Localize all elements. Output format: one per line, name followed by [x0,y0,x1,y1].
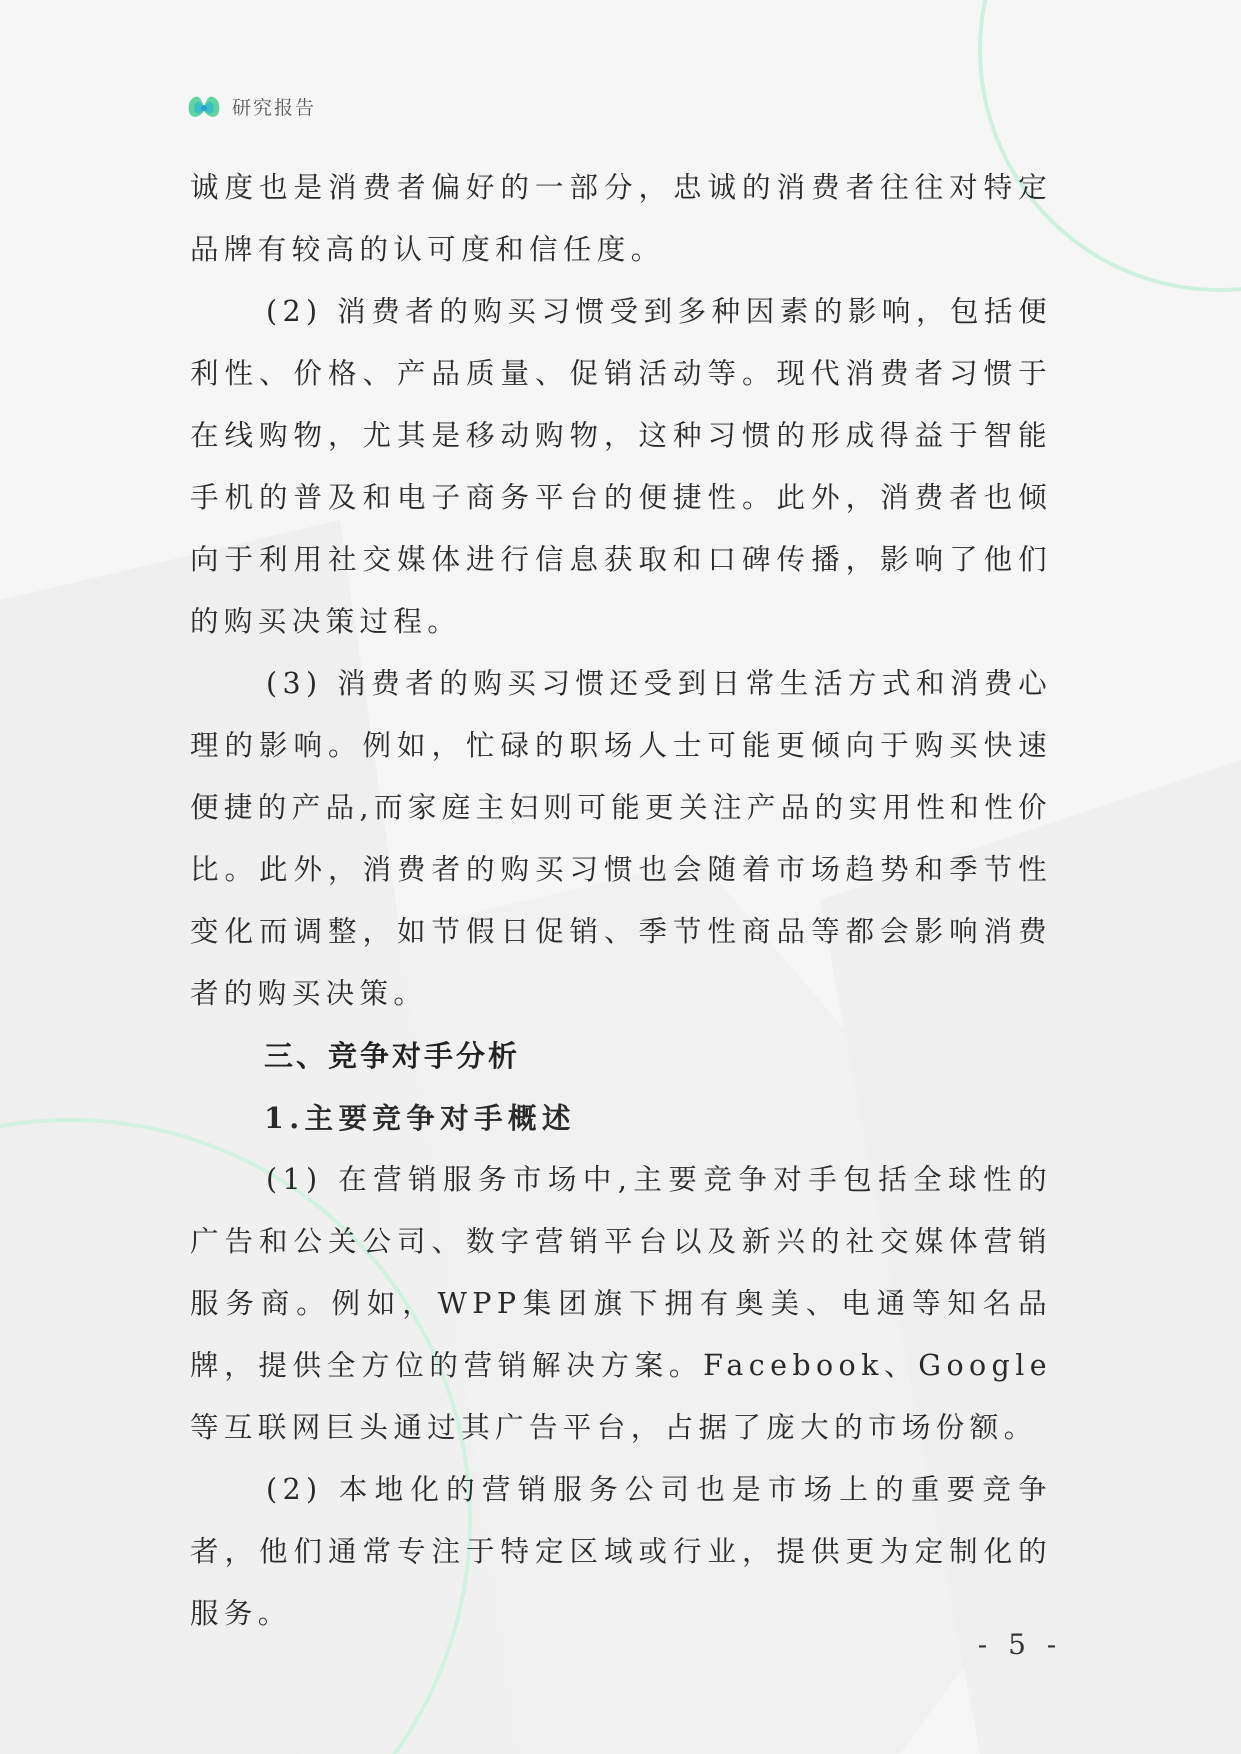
subsection-heading: 1.主要竞争对手概述 [264,1101,576,1135]
body-paragraph: (1) 在营销服务市场中,主要竞争对手包括全球性的广告和公关公司、数字营销平台以及新兴的社交媒体营销服务商。例如，WPP集团旗下拥有奥美、电通等知名品牌，提供全方位的营销解决方案。Facebook、Google等互联网巨头通过其广告平台，占据了庞大的市场份额。 [190,1163,1052,1444]
body-paragraph: (2) 消费者的购买习惯受到多种因素的影响，包括便利性、价格、产品质量、促销活动等。现代消费者习惯于在线购物，尤其是移动购物，这种习惯的形成得益于智能手机的普及和电子商务平台的便捷性。此外，消费者也倾向于利用社交媒体进行信息获取和口碑传播，影响了他们的购买决策过程。 [190,295,1052,638]
header-title: 研究报告 [232,96,317,119]
body-paragraph: (2) 本地化的营销服务公司也是市场上的重要竞争者，他们通常专注于特定区域或行业，提供更为定制化的服务。 [190,1473,1052,1630]
body-paragraph: (3) 消费者的购买习惯还受到日常生活方式和消费心理的影响。例如，忙碌的职场人士可能更倾向于购买快速便捷的产品,而家庭主妇则可能更关注产品的实用性和性价比。此外，消费者的购买习惯也会随着市场趋势和季节性变化而调整，如节假日促销、季节性商品等都会影响消费者的购买决策。 [190,667,1052,1010]
page-number: - 5 - [977,1628,1063,1661]
section-heading: 三、竞争对手分析 [264,1039,521,1073]
logo-icon [186,90,222,122]
document-body [190,157,1052,1645]
report-header [186,88,316,124]
body-paragraph: 诚度也是消费者偏好的一部分，忠诚的消费者往往对特定品牌有较高的认可度和信任度。 [190,171,1052,266]
